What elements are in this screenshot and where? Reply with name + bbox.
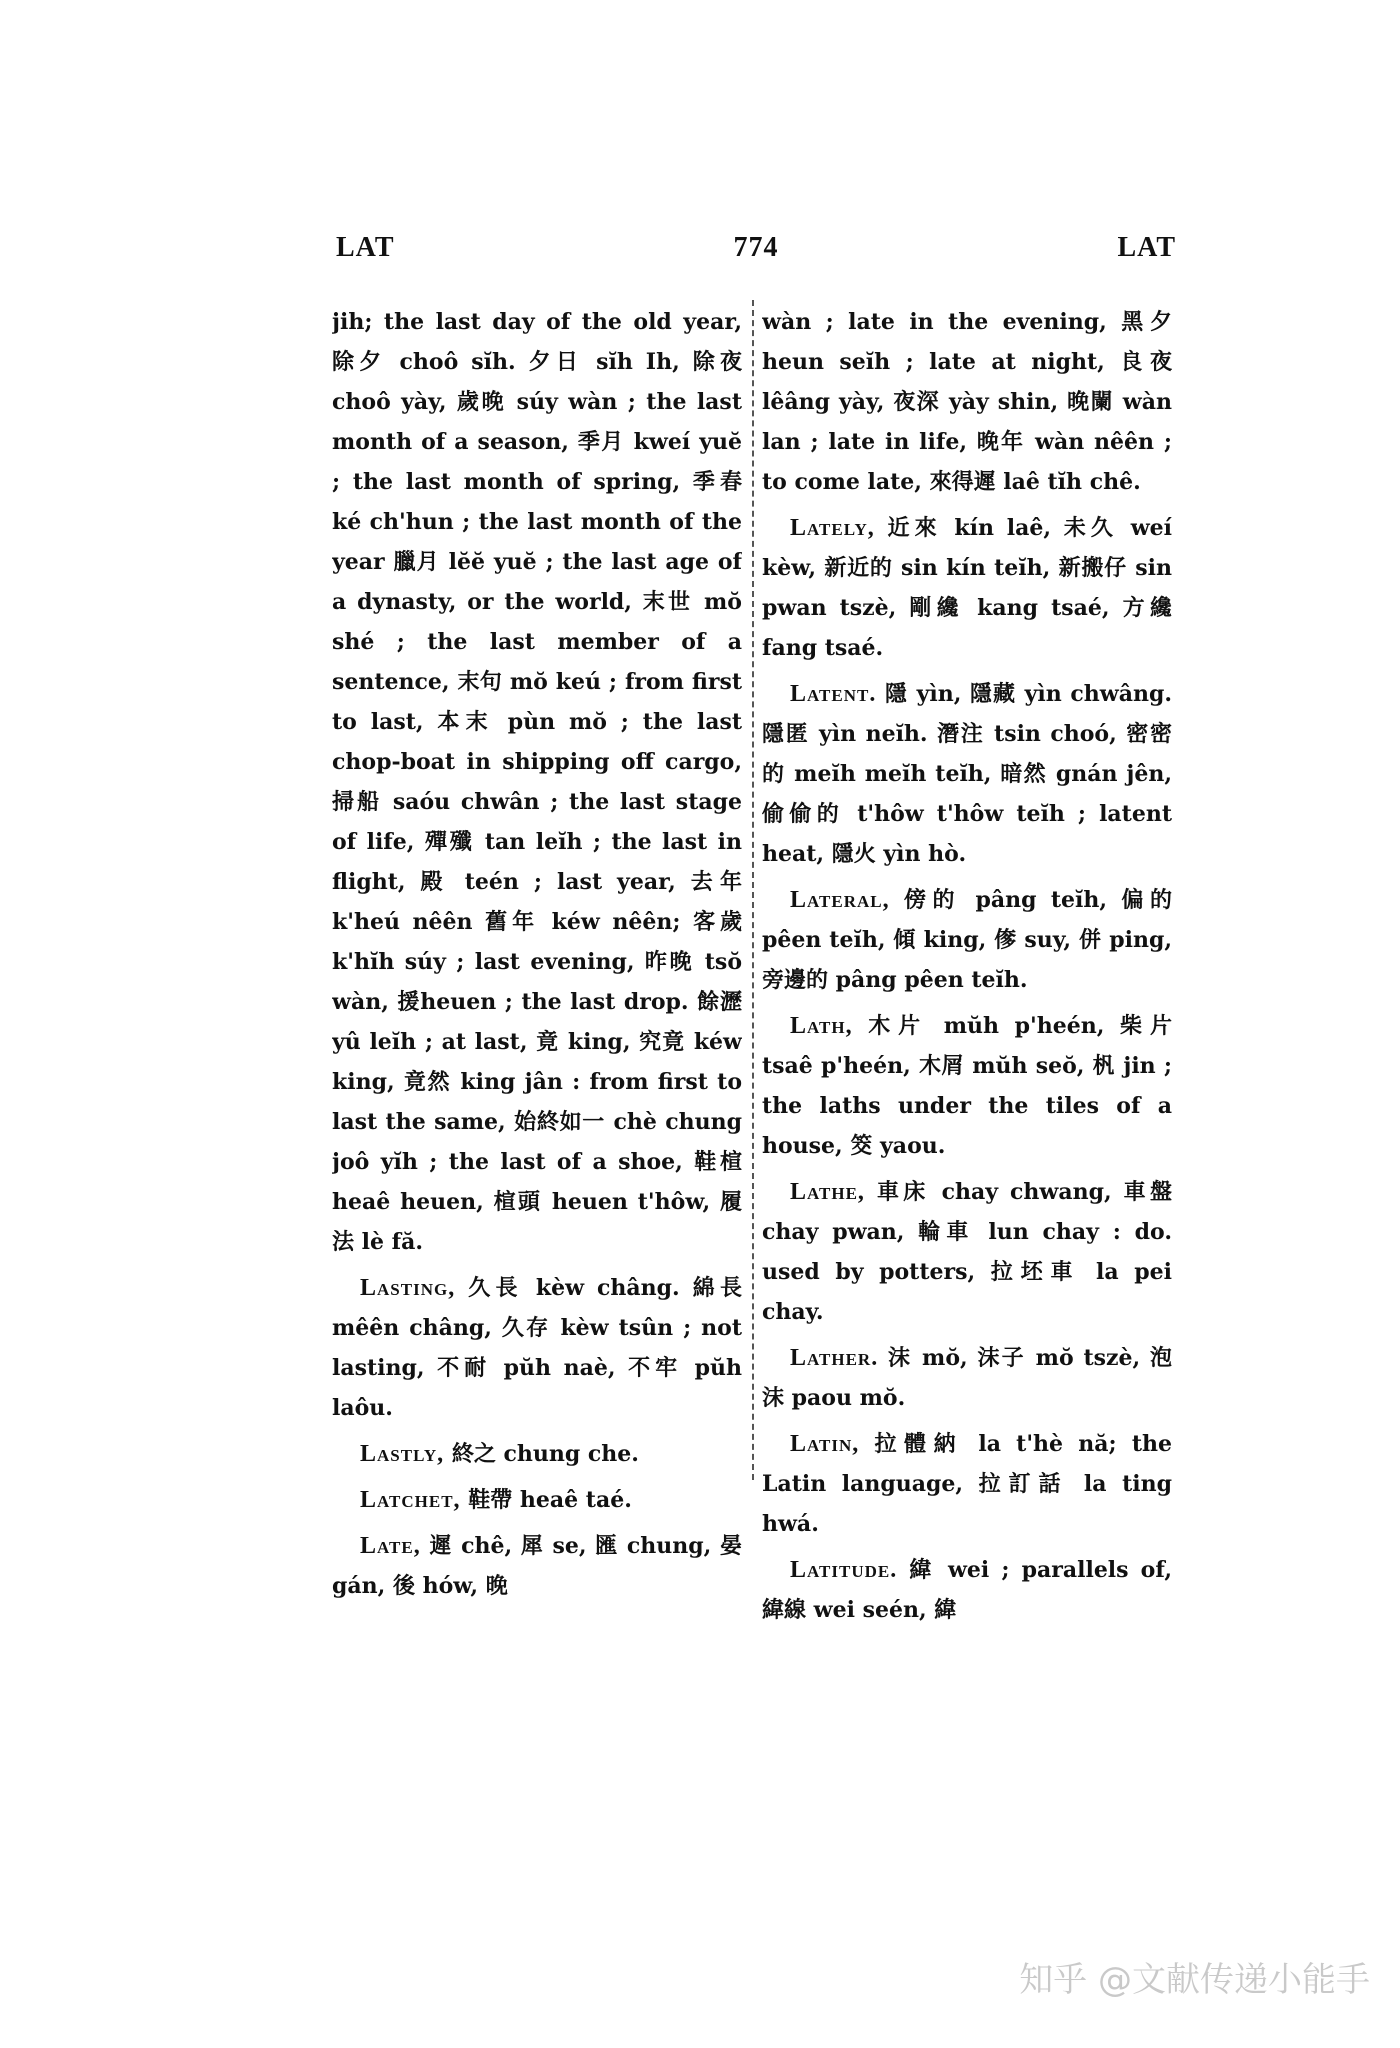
entry-lasting <box>332 1268 742 1428</box>
entry-latin <box>762 1424 1172 1544</box>
left-column <box>332 302 742 1606</box>
headword-lately: Lately, <box>790 515 875 541</box>
entry-lasting-body: 久長 kèw châng. 綿長 mêên châng, 久存 kèw tsûn ; not lasting, 不耐 pŭh naè, 不牢 pŭh laôu. <box>332 1275 742 1421</box>
entry-lastly <box>332 1434 742 1474</box>
page-number: 774 <box>733 232 779 263</box>
headword-lasting: Lasting, <box>360 1275 456 1301</box>
headword-lather: Lather. <box>790 1345 879 1371</box>
header-right-guide-word: LAT <box>1117 232 1176 263</box>
header-left-guide-word: LAT <box>336 232 395 263</box>
entry-latin-body: 拉體納 la t'hè nă; the Latin language, 拉訂話 la ting hwá. <box>762 1431 1172 1537</box>
entry-late <box>332 1526 742 1606</box>
entry-lather-body: 沫 mŏ, 沫子 mŏ tszè, 泡沫 paou mŏ. <box>762 1345 1172 1411</box>
entry-latchet-body: 鞋帶 heaê taé. <box>468 1487 632 1513</box>
headword-latent: Latent. <box>790 681 877 707</box>
entry-lath <box>762 1006 1172 1166</box>
entry-lately <box>762 508 1172 668</box>
headword-lastly: Lastly, <box>360 1441 445 1467</box>
right-column <box>762 302 1172 1630</box>
headword-latitude: Latitude. <box>790 1557 898 1583</box>
entry-lathe-body: 車床 chay chwang, 車盤 chay pwan, 輪車 lun chay : do. used by potters, 拉坯車 la pei chay. <box>762 1179 1172 1325</box>
entry-lastly-body: 終之 chung che. <box>451 1441 639 1467</box>
headword-latin: Latin, <box>790 1431 860 1457</box>
entry-latitude-body: 緯 wei ; parallels of, 緯線 wei seén, 緯 <box>762 1557 1172 1623</box>
running-head <box>336 228 1176 268</box>
entry-lately-body: 近來 kín laê, 未久 weí kèw, 新近的 sin kín teĭh, 新搬仔 sin pwan tszè, 剛纔 kang tsaé, 方纔 fang tsaé. <box>762 515 1172 661</box>
entry-lath-body: 木片 mŭh p'heén, 柴片 tsaê p'heén, 木屑 mŭh seŏ, 杋 jin ; the laths under the tiles of a house, 筊 yaou. <box>762 1013 1172 1159</box>
headword-latchet: Latchet, <box>360 1487 461 1513</box>
entry-lateral-body: 傍的 pâng teĭh, 偏的 pêen teĭh, 傾 king, 偧 suy, 併 ping, 旁邊的 pâng pêen teĭh. <box>762 887 1172 993</box>
entry-lathe <box>762 1172 1172 1332</box>
entry-lateral <box>762 880 1172 1000</box>
entry-late-body: 遲 chê, 犀 se, 匯 chung, 晏 gán, 後 hów, 晚 <box>332 1533 742 1599</box>
headword-late: Late, <box>360 1533 421 1559</box>
headword-lath: Lath, <box>790 1013 853 1039</box>
entry-latent-body: 隱 yìn, 隱藏 yìn chwâng. 隱匿 yìn neĭh. 潛注 tsin choó, 密密的 meĭh meĭh teĭh, 暗然 gnán jên, 偷偷的 t'hôw t'hôw teĭh ; latent heat, 隱火 yìn hò. <box>762 681 1172 867</box>
headword-lateral: Lateral, <box>790 887 890 913</box>
entry-latent <box>762 674 1172 874</box>
columns <box>332 302 1182 1762</box>
entry-last-continuation: jih; the last day of the old year, 除夕 choô sĭh. 夕日 sĭh Ih, 除夜 choô yày, 歲晚 súy wàn ; the last month of a season, 季月 kweí yuĕ ; the last month of spring, 季春 ké ch'hun ; the last month of the year 臘月 lĕĕ yuĕ ; the last age of a dynasty, or the world, 末世 mŏ shé ; the last member of a sentence, 末句 mŏ keú ; from first to last, 本末 pùn mŏ ; the last chop-boat in shipping off cargo, 掃船 saóu chwân ; the last stage of life, 殫殲 tan leĭh ; the last in flight, 殿 teén ; last year, 去年 k'heú nêên 舊年 kéw nêên; 客歲 k'hĭh súy ; last evening, 昨晚 tsŏ wàn, 援heuen ; the last drop. 餘瀝 yû leĭh ; at last, 竟 king, 究竟 kéw king, 竟然 king jân : from first to last the same, 始終如一 chè chung joô yĭh ; the last of a shoe, 鞋楦 heaê heuen, 楦頭 heuen t'hôw, 履法 lè fă. <box>332 309 742 1255</box>
entry-latchet <box>332 1480 742 1520</box>
entry-lather <box>762 1338 1172 1418</box>
entry-latitude <box>762 1550 1172 1630</box>
entry-late-continuation: wàn ; late in the evening, 黑夕 heun seĭh ; late at night, 良夜 lêâng yày, 夜深 yày shin, 晚闌 wàn lan ; late in life, 晚年 wàn nêên ; to come late, 來得遲 laê tĭh chê. <box>762 309 1172 495</box>
headword-lathe: Lathe, <box>790 1179 865 1205</box>
watermark: 知乎 @文献传递小能手 <box>1019 1960 1370 2000</box>
